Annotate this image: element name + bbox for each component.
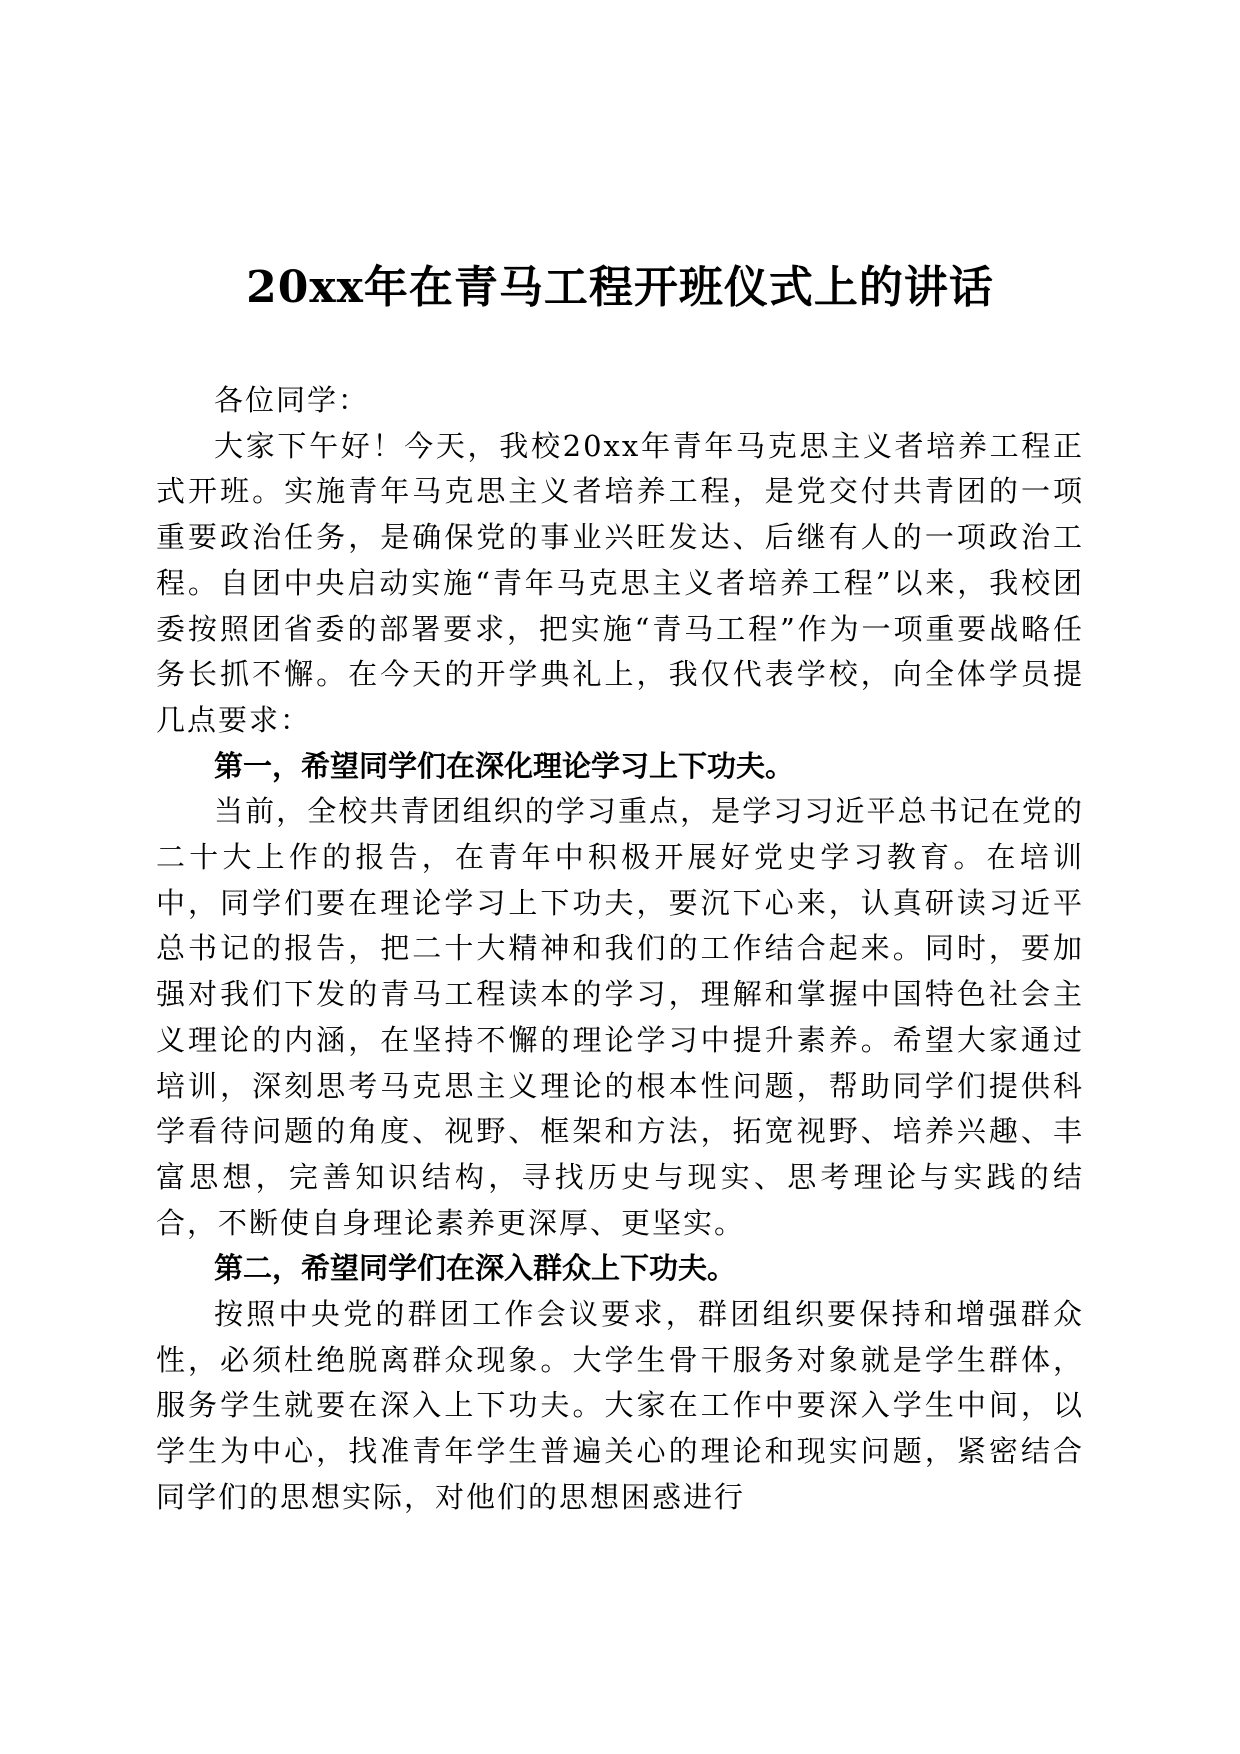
section-heading-2: 第二，希望同学们在深入群众上下功夫。 bbox=[214, 1251, 737, 1286]
document-title: 20xx年在青马工程开班仪式上的讲话 bbox=[246, 262, 994, 313]
intro-paragraph: 大家下午好！今天，我校20xx年青年马克思主义者培养工程正式开班。实施青年马克思主义者培养工程，是党交付共青团的一项重要政治任务，是确保党的事业兴旺发达、后继有人的一项政治工程。自团中央启动实施“青年马克思主义者培养工程”以来，我校团委按照团省委的部署要求，把实施“青马工程”作为一项重要战略任务长抓不懈。在今天的开学典礼上，我仅代表学校，向全体学员提几点要求： bbox=[156, 428, 1084, 737]
section-2-paragraph: 按照中央党的群团工作会议要求，群团组织要保持和增强群众性，必须杜绝脱离群众现象。大学生骨干服务对象就是学生群体，服务学生就要在深入上下功夫。大家在工作中要深入学生中间，以学生为中心，找准青年学生普遍关心的理论和现实问题，紧密结合同学们的思想实际，对他们的思想困惑进行 bbox=[156, 1297, 1084, 1514]
section-1-paragraph: 当前，全校共青团组织的学习重点，是学习习近平总书记在党的二十大上作的报告，在青年中积极开展好党史学习教育。在培训中，同学们要在理论学习上下功夫，要沉下心来，认真研读习近平总书记的报告，把二十大精神和我们的工作结合起来。同时，要加强对我们下发的青马工程读本的学习，理解和掌握中国特色社会主义理论的内涵，在坚持不懈的理论学习中提升素养。希望大家通过培训，深刻思考马克思主义理论的根本性问题，帮助同学们提供科学看待问题的角度、视野、框架和方法，拓宽视野、培养兴趣、丰富思想，完善知识结构，寻找历史与现实、思考理论与实践的结合，不断使自身理论素养更深厚、更坚实。 bbox=[156, 794, 1084, 1240]
section-heading-1: 第一，希望同学们在深化理论学习上下功夫。 bbox=[214, 748, 795, 783]
document-body bbox=[156, 378, 1084, 1521]
salutation-paragraph: 各位同学： bbox=[214, 383, 370, 417]
